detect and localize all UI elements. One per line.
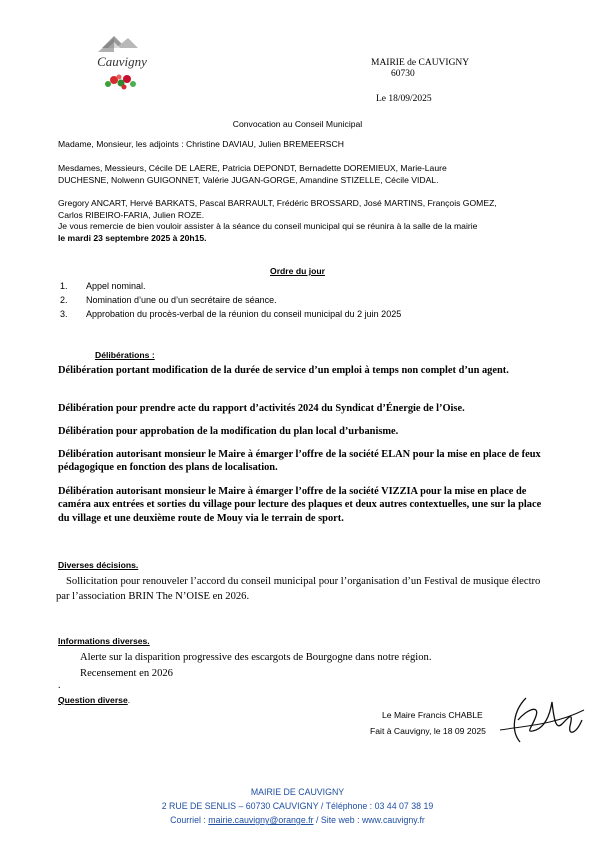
footer-email-link[interactable]: mairie.cauvigny@orange.fr — [208, 815, 314, 825]
footer-mairie: MAIRIE DE CAUVIGNY — [250, 787, 345, 797]
agenda-item: 2. Nomination d’une ou d’un secrétaire de séance. — [60, 295, 277, 305]
agenda-list — [60, 279, 540, 321]
mesdames-line-2: DUCHESNE, Nolwenn GUIGONNET, Valérie JUGAN-GORGE, Amandine STIZELLE, Cécile VIDAL. — [58, 174, 439, 185]
question-block — [58, 695, 130, 707]
mesdames-line-1: Mesdames, Messieurs, Cécile DE LAERE, Patricia DEPONDT, Bernadette DOREMIEUX, Marie-Laure — [58, 163, 447, 173]
ordre-title: Ordre du jour — [270, 266, 325, 276]
question-title: Question diverse — [58, 695, 128, 705]
agenda-item: 1. Appel nominal. — [60, 281, 146, 291]
signature-fait: Fait à Cauvigny, le 18 09 2025 — [370, 726, 486, 736]
deliberation-item: Délibération autorisant monsieur le Maire à émarger l’offre de la société VIZZIA pour la mise en place de caméra aux entrées et sorties du village pour lecture des plaques et deux autres contextuelles, une sur la place du village et une deuxième route de Mouy via le terrain de sport. — [58, 486, 542, 524]
question-suffix: . — [127, 695, 131, 705]
logo-text: Cauvigny — [97, 54, 147, 69]
footer-contact — [0, 815, 595, 825]
signature-maire: Le Maire Francis CHABLE — [382, 710, 483, 720]
footer-courriel-label: Courriel : — [170, 815, 209, 825]
deliberation-item: Délibération portant modification de la durée de service d’un emploi à temps non complet d’un agent. — [58, 365, 509, 376]
agenda-item: 3. Approbation du procès-verbal de la réunion du conseil municipal du 2 juin 2025 — [60, 309, 402, 319]
footer-address: 2 RUE DE SENLIS – 60730 CAUVIGNY / Téléphone : 03 44 07 38 19 — [161, 801, 434, 811]
header-date: Le 18/09/2025 — [376, 94, 432, 104]
informations-title: Informations diverses. — [58, 636, 150, 646]
messieurs-block — [58, 198, 558, 244]
messieurs-line-2: Carlos RIBEIRO-FARIA, Julien ROZE. — [58, 209, 205, 220]
deliberation-item: Délibération pour approbation de la modification du plan local d’urbanisme. — [58, 426, 399, 437]
deliberation-item: Délibération pour prendre acte du rapport d’activités 2024 du Syndicat d’Énergie de l’Oise. — [58, 403, 465, 414]
deliberations-title: Délibérations : — [95, 350, 155, 360]
mesdames-block — [58, 163, 558, 186]
header-mairie: MAIRIE de CAUVIGNY — [371, 58, 470, 68]
header-postal: 60730 — [391, 69, 415, 79]
handwritten-signature — [496, 690, 586, 750]
footer-site-label: / Site web : www.cauvigny.fr — [313, 815, 425, 825]
diverses-title: Diverses décisions. — [58, 560, 139, 570]
convocation-title: Convocation au Conseil Municipal — [232, 119, 363, 129]
adjoints-line: Madame, Monsieur, les adjoints : Christine DAVIAU, Julien BREMEERSCH — [58, 139, 344, 149]
invite-line-1: Je vous remercie de bien vouloir assister à la séance du conseil municipal qui se réunira à la salle de la mairie — [58, 221, 478, 232]
cauvigny-logo — [74, 28, 166, 102]
messieurs-line-1: Gregory ANCART, Hervé BARKATS, Pascal BARRAULT, Frédéric BROSSARD, José MARTINS, François GOMEZ, — [58, 198, 497, 208]
diverses-text: Sollicitation pour renouveler l’accord du conseil municipal pour l’organisation d’un Festival de musique électro par l’association BRIN The N’OISE en 2026. — [56, 576, 541, 602]
deliberation-item: Délibération autorisant monsieur le Maire à émarger l’offre de la société ELAN pour la mise en place de feux pédagogique en fonction des plans de localisation. — [58, 449, 541, 474]
information-dot: . — [58, 680, 61, 691]
information-line-1: Alerte sur la disparition progressive des escargots de Bourgogne dans notre région. — [80, 652, 432, 663]
information-line-2: Recensement en 2026 — [80, 668, 173, 679]
invite-line-2: le mardi 23 septembre 2025 à 20h15. — [58, 232, 207, 243]
